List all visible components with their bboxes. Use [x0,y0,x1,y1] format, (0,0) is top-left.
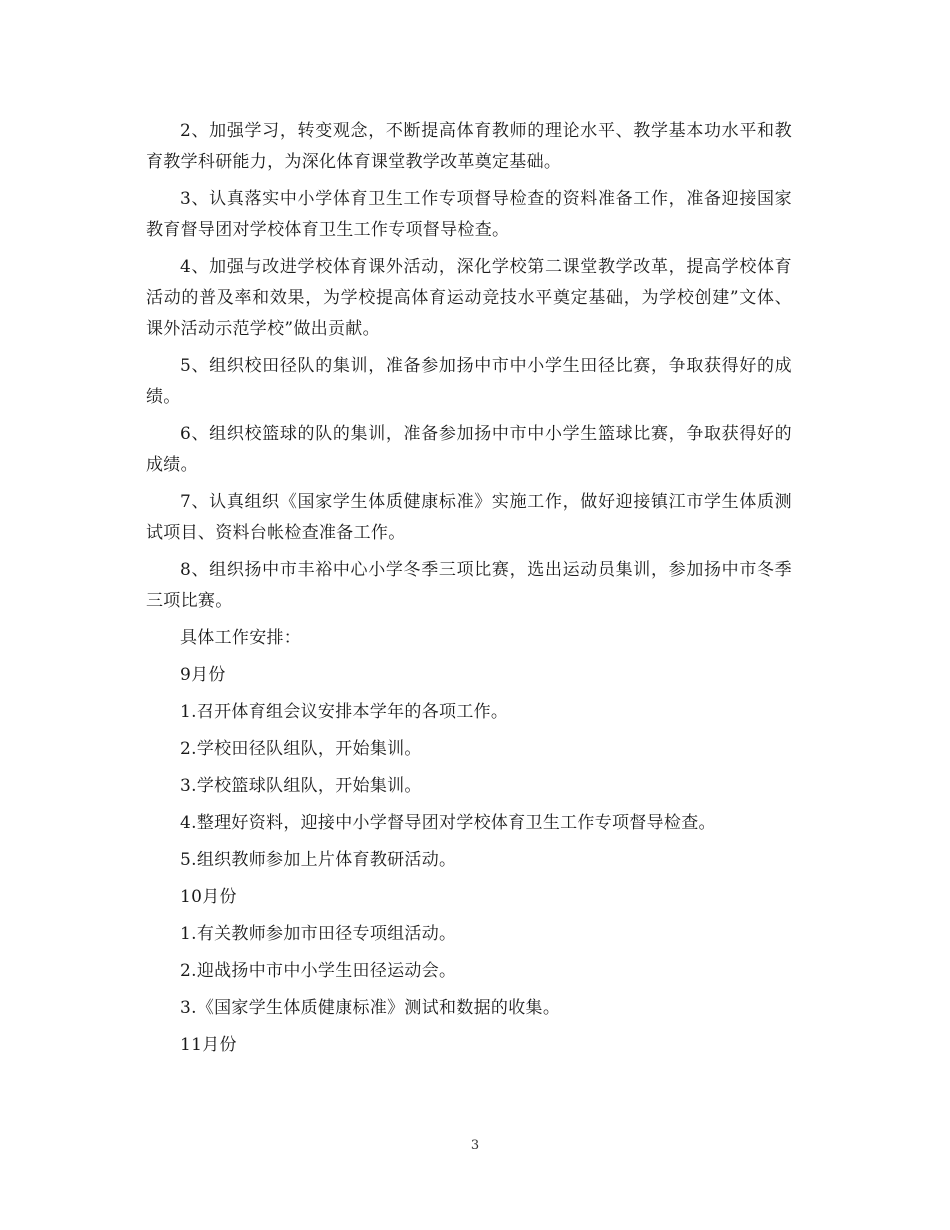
paragraph-goal-3: 3、认真落实中小学体育卫生工作专项督导检查的资料准备工作，准备迎接国家教育督导团对学校体育卫生工作专项督导检查。 [146,189,792,240]
september-item-1: 1.召开体育组会议安排本学年的各项工作。 [180,702,509,722]
paragraph-goal-6: 6、组织校篮球的队的集训，准备参加扬中市中小学生篮球比赛，争取获得好的成绩。 [146,424,792,475]
paragraph-goal-5: 5、组织校田径队的集训，准备参加扬中市中小学生田径比赛，争取获得好的成绩。 [146,356,792,407]
page-number: 3 [470,1138,480,1153]
september-item-3: 3.学校篮球队组队，开始集训。 [180,776,422,796]
month-heading-september: 9月份 [180,665,226,685]
schedule-heading: 具体工作安排： [180,628,302,648]
october-item-3: 3.《国家学生体质健康标准》测试和数据的收集。 [180,998,561,1018]
month-heading-november: 11月份 [180,1035,237,1055]
body-text [146,116,792,1067]
september-item-2: 2.学校田径队组队，开始集训。 [180,739,422,759]
paragraph-goal-8: 8、组织扬中市丰裕中心小学冬季三项比赛，选出运动员集训，参加扬中市冬季三项比赛。 [146,560,792,611]
september-item-4: 4.整理好资料，迎接中小学督导团对学校体育卫生工作专项督导检查。 [180,813,716,833]
paragraph-goal-2: 2、加强学习，转变观念，不断提高体育教师的理论水平、教学基本功水平和教育教学科研能力，为深化体育课堂教学改革奠定基础。 [146,121,792,172]
paragraph-goal-4: 4、加强与改进学校体育课外活动，深化学校第二课堂教学改革，提高学校体育活动的普及率和效果，为学校提高体育运动竞技水平奠定基础，为学校创建”文体、课外活动示范学校”做出贡献。 [146,257,792,339]
october-item-2: 2.迎战扬中市中小学生田径运动会。 [180,961,457,981]
month-heading-october: 10月份 [180,887,237,907]
september-item-5: 5.组织教师参加上片体育教研活动。 [180,850,457,870]
october-item-1: 1.有关教师参加市田径专项组活动。 [180,924,457,944]
paragraph-goal-7: 7、认真组织《国家学生体质健康标准》实施工作，做好迎接镇江市学生体质测试项目、资料台帐检查准备工作。 [146,492,792,543]
